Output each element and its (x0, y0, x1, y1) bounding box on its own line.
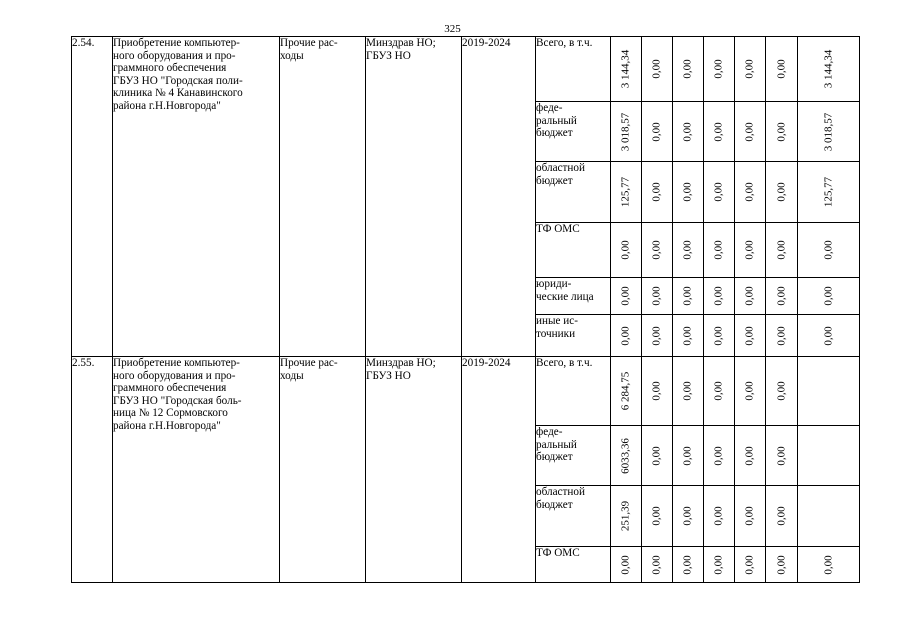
value-cell: 0,00 (704, 223, 735, 278)
expense-category: Прочие рас- ходы (280, 37, 366, 357)
value-cell: 0,00 (766, 357, 798, 426)
executor: Минздрав НО; ГБУЗ НО (366, 357, 462, 583)
funding-source-label: областной бюджет (536, 486, 611, 547)
value-cell: 0,00 (735, 547, 766, 583)
funding-source-label: областной бюджет (536, 162, 611, 223)
value-cell: 0,00 (642, 223, 673, 278)
value-cell: 0,00 (642, 37, 673, 102)
item-name: Приобретение компьютер- ного оборудования и про- граммного обеспечения ГБУЗ НО "Городская боль- ница № 12 Сормовского района г.Н.Новгорода" (113, 357, 280, 583)
value-cell: 0,00 (642, 278, 673, 315)
value-cell: 0,00 (766, 315, 798, 357)
value-cell-total: 125,77 (798, 162, 860, 223)
funding-source-label: Всего, в т.ч. (536, 37, 611, 102)
value-cell-total: 0,00 (798, 223, 860, 278)
item-number: 2.55. (72, 357, 113, 583)
value-cell: 0,00 (704, 315, 735, 357)
item-name: Приобретение компьютер- ного оборудования и про- граммного обеспечения ГБУЗ НО "Городская поли- клиника № 4 Канавинского района г.Н.Новгорода" (113, 37, 280, 357)
executor: Минздрав НО; ГБУЗ НО (366, 37, 462, 357)
value-cell: 0,00 (673, 486, 704, 547)
value-cell-total (798, 486, 860, 547)
value-cell-total: 0,00 (798, 278, 860, 315)
value-cell: 0,00 (642, 162, 673, 223)
value-cell: 0,00 (704, 278, 735, 315)
table-row (72, 357, 860, 426)
funding-source-label: ТФ ОМС (536, 547, 611, 583)
value-cell: 0,00 (735, 315, 766, 357)
period: 2019-2024 (462, 37, 536, 357)
value-cell: 0,00 (704, 102, 735, 162)
value-cell-total: 0,00 (798, 315, 860, 357)
value-cell: 6 284,75 (611, 357, 642, 426)
value-cell: 0,00 (611, 547, 642, 583)
value-cell: 0,00 (642, 357, 673, 426)
funding-source-label: Всего, в т.ч. (536, 357, 611, 426)
value-cell: 0,00 (766, 486, 798, 547)
value-cell-total (798, 426, 860, 486)
value-cell: 0,00 (766, 426, 798, 486)
funding-source-label: юриди- ческие лица (536, 278, 611, 315)
expense-category: Прочие рас- ходы (280, 357, 366, 583)
value-cell: 0,00 (673, 162, 704, 223)
value-cell: 3 018,57 (611, 102, 642, 162)
value-cell: 0,00 (611, 223, 642, 278)
value-cell: 0,00 (766, 547, 798, 583)
value-cell: 0,00 (735, 357, 766, 426)
value-cell: 0,00 (766, 278, 798, 315)
value-cell: 0,00 (673, 426, 704, 486)
value-cell: 0,00 (735, 162, 766, 223)
value-cell: 0,00 (642, 426, 673, 486)
value-cell: 0,00 (735, 426, 766, 486)
value-cell: 0,00 (611, 315, 642, 357)
value-cell: 0,00 (735, 486, 766, 547)
funding-source-label: феде- ральный бюджет (536, 102, 611, 162)
table-row (72, 37, 860, 102)
value-cell: 0,00 (704, 357, 735, 426)
page-number: 325 (444, 23, 461, 35)
period: 2019-2024 (462, 357, 536, 583)
value-cell: 0,00 (642, 102, 673, 162)
value-cell: 0,00 (642, 547, 673, 583)
value-cell: 0,00 (735, 37, 766, 102)
value-cell: 6033,36 (611, 426, 642, 486)
value-cell: 0,00 (673, 223, 704, 278)
program-activities-table (71, 36, 860, 583)
value-cell: 0,00 (642, 486, 673, 547)
funding-source-label: иные ис- точники (536, 315, 611, 357)
value-cell: 0,00 (704, 426, 735, 486)
value-cell: 0,00 (704, 162, 735, 223)
value-cell: 0,00 (673, 315, 704, 357)
value-cell: 0,00 (735, 102, 766, 162)
value-cell: 0,00 (735, 278, 766, 315)
value-cell: 3 144,34 (611, 37, 642, 102)
value-cell-total: 0,00 (798, 547, 860, 583)
value-cell: 0,00 (766, 37, 798, 102)
value-cell-total: 3 144,34 (798, 37, 860, 102)
funding-source-label: ТФ ОМС (536, 223, 611, 278)
value-cell: 0,00 (735, 223, 766, 278)
value-cell: 0,00 (704, 547, 735, 583)
value-cell: 0,00 (766, 162, 798, 223)
value-cell: 0,00 (673, 102, 704, 162)
value-cell: 0,00 (673, 547, 704, 583)
value-cell: 0,00 (611, 278, 642, 315)
funding-source-label: феде- ральный бюджет (536, 426, 611, 486)
value-cell: 0,00 (673, 278, 704, 315)
item-number: 2.54. (72, 37, 113, 357)
value-cell: 0,00 (704, 486, 735, 547)
value-cell-total (798, 357, 860, 426)
value-cell: 0,00 (673, 37, 704, 102)
value-cell: 0,00 (766, 223, 798, 278)
value-cell: 0,00 (766, 102, 798, 162)
value-cell: 251,39 (611, 486, 642, 547)
value-cell: 0,00 (673, 357, 704, 426)
value-cell-total: 3 018,57 (798, 102, 860, 162)
value-cell: 0,00 (642, 315, 673, 357)
value-cell: 125,77 (611, 162, 642, 223)
value-cell: 0,00 (704, 37, 735, 102)
